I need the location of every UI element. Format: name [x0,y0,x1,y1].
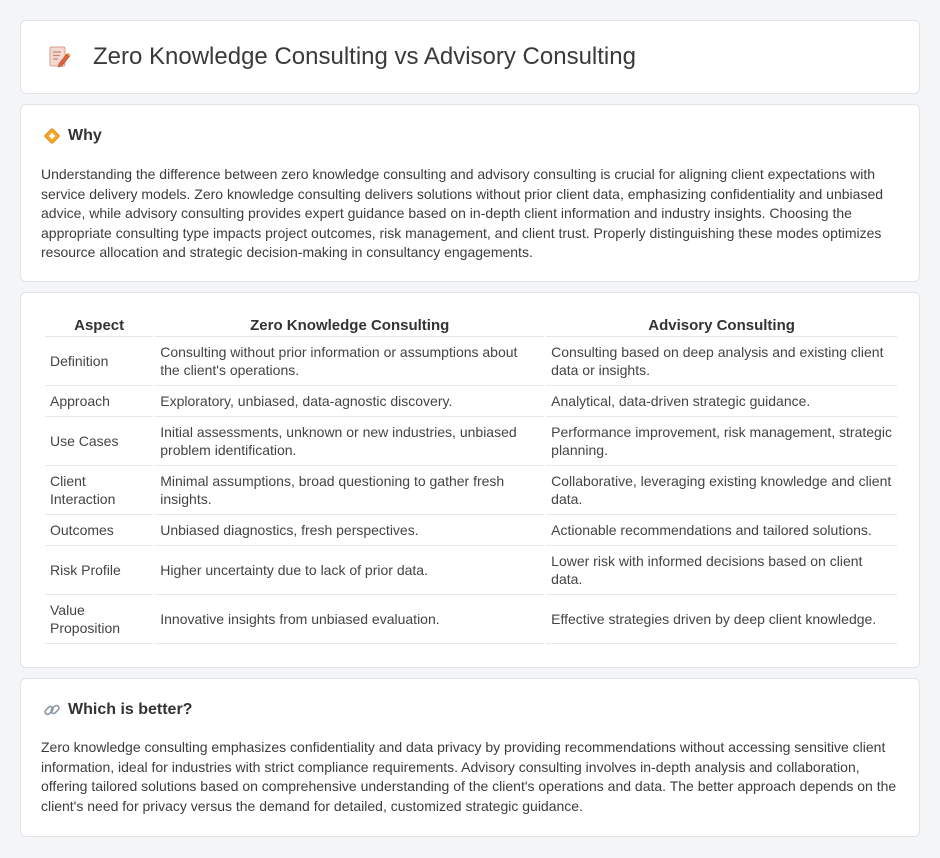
zero-knowledge-cell: Consulting without prior information or assumptions about the client's operations. [155,337,544,386]
zero-knowledge-cell: Innovative insights from unbiased evaluation. [155,595,544,644]
table-header-row [45,315,897,337]
aspect-cell: Risk Profile [45,546,153,595]
why-text: Understanding the difference between zero knowledge consulting and advisory consulting is crucial for aligning client expectations with service delivery models. Zero knowledge consulting delivers solutions without prior client data, emphasizing confidentiality and unbiased advice, while advisory consulting provides expert guidance based on in-depth client information and industry insights. Choosing the appropriate consulting type impacts project outcomes, risk management, and client trust. Properly distinguishing these modes optimizes resource allocation and strategic decision-making in consultancy engagements. [41,166,884,261]
advisory-cell: Consulting based on deep analysis and existing client data or insights. [546,337,897,386]
aspect-cell: Client Interaction [45,466,153,515]
zero-knowledge-cell: Minimal assumptions, broad questioning to gather fresh insights. [155,466,544,515]
which-better-section [20,678,920,837]
zero-knowledge-cell: Unbiased diagnostics, fresh perspectives. [155,515,544,546]
aspect-cell: Use Cases [45,417,153,466]
page-title: Zero Knowledge Consulting vs Advisory Consulting [93,43,636,70]
advisory-cell: Analytical, data-driven strategic guidance. [546,386,897,417]
advisory-cell: Actionable recommendations and tailored solutions. [546,515,897,546]
why-heading-label: Why [68,127,102,144]
advisory-cell: Effective strategies driven by deep client knowledge. [546,595,897,644]
table-row [45,417,897,466]
title-card [20,20,920,94]
zero-knowledge-cell: Exploratory, unbiased, data-agnostic discovery. [155,386,544,417]
table-row [45,546,897,595]
advisory-cell: Performance improvement, risk management, strategic planning. [546,417,897,466]
which-better-heading [43,701,192,719]
zero-knowledge-cell: Higher uncertainty due to lack of prior data. [155,546,544,595]
aspect-cell: Approach [45,386,153,417]
diamond-sign-icon [43,127,61,145]
table-row [45,595,897,644]
header-zero-knowledge: Zero Knowledge Consulting [155,315,544,337]
which-better-text: Zero knowledge consulting emphasizes confidentiality and data privacy by providing recommendations without accessing sensitive client information, ideal for industries with strict compliance requirements. Advisory consulting involves in-depth analysis and collaboration, offering tailored solutions based on comprehensive understanding of the client's operations and data. The better approach depends on the client's need for privacy versus the demand for detailed, customized strategic guidance. [41,739,897,814]
which-better-heading-label: Which is better? [68,701,193,718]
why-heading [43,127,102,145]
advisory-cell: Collaborative, leveraging existing knowledge and client data. [546,466,897,515]
link-icon [43,701,61,719]
header-advisory: Advisory Consulting [546,315,897,337]
zero-knowledge-cell: Initial assessments, unknown or new industries, unbiased problem identification. [155,417,544,466]
advisory-cell: Lower risk with informed decisions based on client data. [546,546,897,595]
aspect-cell: Value Proposition [45,595,153,644]
table-row [45,337,897,386]
why-section [20,104,920,282]
table-row [45,386,897,417]
edit-document-icon [47,45,71,69]
comparison-card [20,292,920,668]
comparison-table [43,315,899,644]
header-aspect: Aspect [45,315,153,337]
aspect-cell: Outcomes [45,515,153,546]
aspect-cell: Definition [45,337,153,386]
table-row [45,515,897,546]
table-row [45,466,897,515]
